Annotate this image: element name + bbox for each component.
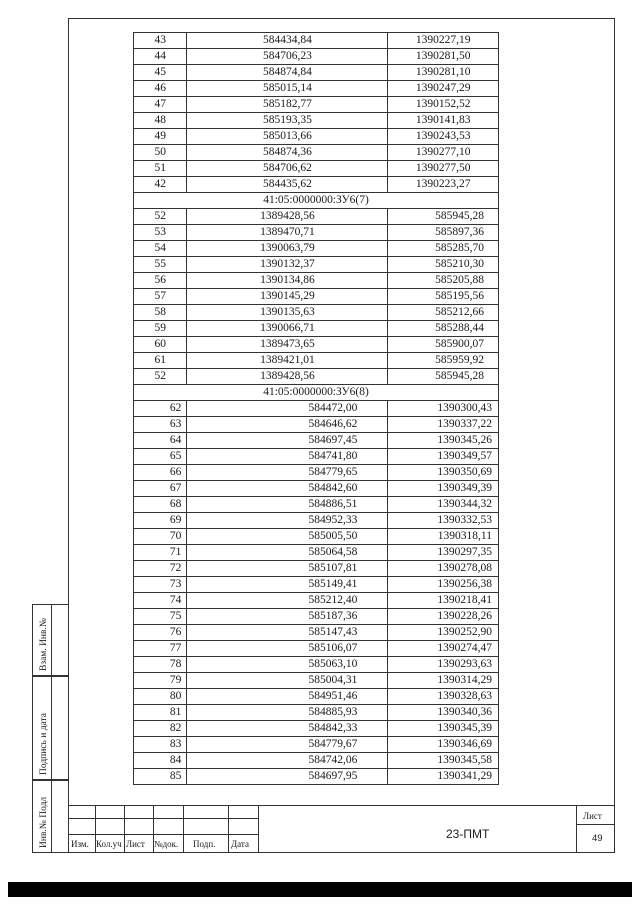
coordinate-2-cell: 1390345,39	[388, 721, 499, 737]
coordinate-2-cell: 1390340,36	[388, 705, 499, 721]
coordinates-table	[133, 32, 499, 785]
coordinate-2-cell: 1390278,08	[388, 561, 499, 577]
table-row	[134, 481, 499, 497]
table-row	[134, 129, 499, 145]
point-number-cell: 63	[134, 417, 187, 433]
coordinate-1-cell: 584874,84	[187, 65, 388, 81]
point-number-cell: 55	[134, 257, 187, 273]
coordinate-2-cell: 1390277,10	[388, 145, 499, 161]
coordinate-1-cell: 1390135,63	[187, 305, 388, 321]
coordinate-1-cell: 584886,51	[187, 497, 388, 513]
point-number-cell: 60	[134, 337, 187, 353]
coordinate-2-cell: 1390344,32	[388, 497, 499, 513]
coordinate-1-cell: 584885,93	[187, 705, 388, 721]
table-row	[134, 657, 499, 673]
coordinate-2-cell: 1390293,63	[388, 657, 499, 673]
coordinate-1-cell: 585212,40	[187, 593, 388, 609]
point-number-cell: 62	[134, 401, 187, 417]
coordinate-2-cell: 1390227,19	[388, 33, 499, 49]
point-number-cell: 53	[134, 225, 187, 241]
coordinate-2-cell: 1390318,11	[388, 529, 499, 545]
coordinate-1-cell: 584472,00	[187, 401, 388, 417]
coordinate-2-cell: 1390252,90	[388, 625, 499, 641]
caption-data: Дата	[231, 839, 249, 849]
coordinate-2-cell: 1390297,35	[388, 545, 499, 561]
coordinate-2-cell: 1390281,50	[388, 49, 499, 65]
point-number-cell: 50	[134, 145, 187, 161]
point-number-cell: 51	[134, 161, 187, 177]
coordinate-2-cell: 585205,88	[388, 273, 499, 289]
coordinate-1-cell: 584779,65	[187, 465, 388, 481]
table-row	[134, 689, 499, 705]
coordinate-2-cell: 585288,44	[388, 321, 499, 337]
side-label-sign-date: Подпись и дата	[39, 712, 49, 775]
sheet-label: Лист	[583, 811, 602, 821]
caption-ndok: №док.	[154, 839, 179, 849]
point-number-cell: 68	[134, 497, 187, 513]
point-number-cell: 76	[134, 625, 187, 641]
coordinate-1-cell: 585149,41	[187, 577, 388, 593]
coordinate-1-cell: 585015,14	[187, 81, 388, 97]
point-number-cell: 78	[134, 657, 187, 673]
coordinate-2-cell: 585285,70	[388, 241, 499, 257]
point-number-cell: 75	[134, 609, 187, 625]
coordinate-1-cell: 1390063,79	[187, 241, 388, 257]
point-number-cell: 65	[134, 449, 187, 465]
point-number-cell: 58	[134, 305, 187, 321]
coordinate-2-cell: 1390281,10	[388, 65, 499, 81]
point-number-cell: 69	[134, 513, 187, 529]
coordinate-1-cell: 584646,62	[187, 417, 388, 433]
table-row	[134, 497, 499, 513]
coordinate-1-cell: 585005,50	[187, 529, 388, 545]
coordinate-2-cell: 1390350,69	[388, 465, 499, 481]
table-row	[134, 641, 499, 657]
coordinate-1-cell: 585107,81	[187, 561, 388, 577]
point-number-cell: 45	[134, 65, 187, 81]
table-row	[134, 673, 499, 689]
side-label-inv-zam: Взам. Инв.№	[39, 618, 49, 671]
coordinate-1-cell: 584697,45	[187, 433, 388, 449]
table-row	[134, 65, 499, 81]
coordinate-2-cell: 1390314,29	[388, 673, 499, 689]
coordinate-1-cell: 584706,62	[187, 161, 388, 177]
coordinate-2-cell: 1390337,22	[388, 417, 499, 433]
point-number-cell: 54	[134, 241, 187, 257]
table-row	[134, 353, 499, 369]
coordinate-2-cell: 585195,56	[388, 289, 499, 305]
coordinate-2-cell: 1390277,50	[388, 161, 499, 177]
point-number-cell: 42	[134, 177, 187, 193]
table-row	[134, 449, 499, 465]
coordinate-1-cell: 584779,67	[187, 737, 388, 753]
table-row	[134, 577, 499, 593]
table-row	[134, 737, 499, 753]
coordinate-2-cell: 1390349,57	[388, 449, 499, 465]
coordinate-1-cell: 585004,31	[187, 673, 388, 689]
caption-kol-uch: Кол.уч	[96, 839, 122, 849]
side-label-inv-podl: Инв.№ Подл	[39, 796, 49, 848]
table-row	[134, 433, 499, 449]
coordinate-2-cell: 1390223,27	[388, 177, 499, 193]
table-row	[134, 561, 499, 577]
coordinate-1-cell: 585106,07	[187, 641, 388, 657]
coordinate-2-cell: 585210,30	[388, 257, 499, 273]
table-row	[134, 593, 499, 609]
coordinate-1-cell: 585013,66	[187, 129, 388, 145]
coordinate-2-cell: 585945,28	[388, 369, 499, 385]
side-stamp-inv-zam	[32, 604, 68, 676]
table-row	[134, 81, 499, 97]
table-row	[134, 753, 499, 769]
coordinate-1-cell: 585193,35	[187, 113, 388, 129]
point-number-cell: 80	[134, 689, 187, 705]
table-row	[134, 369, 499, 385]
side-stamp-inv-podl	[32, 780, 68, 853]
coordinate-1-cell: 1389470,71	[187, 225, 388, 241]
point-number-cell: 61	[134, 353, 187, 369]
table-row	[134, 177, 499, 193]
point-number-cell: 43	[134, 33, 187, 49]
point-number-cell: 46	[134, 81, 187, 97]
section-heading-row	[134, 385, 499, 401]
table-row	[134, 721, 499, 737]
point-number-cell: 57	[134, 289, 187, 305]
coordinate-2-cell: 1390341,29	[388, 769, 499, 785]
coordinate-1-cell: 584435,62	[187, 177, 388, 193]
table-row	[134, 225, 499, 241]
coordinate-2-cell: 585212,66	[388, 305, 499, 321]
caption-list: Лист	[126, 839, 145, 849]
coordinate-2-cell: 1390349,39	[388, 481, 499, 497]
table-row	[134, 273, 499, 289]
coordinate-1-cell: 585187,36	[187, 609, 388, 625]
table-row	[134, 321, 499, 337]
coordinate-1-cell: 584842,60	[187, 481, 388, 497]
point-number-cell: 77	[134, 641, 187, 657]
document-code: 23-ПМТ	[446, 827, 490, 841]
point-number-cell: 52	[134, 209, 187, 225]
point-number-cell: 83	[134, 737, 187, 753]
coordinate-1-cell: 1390066,71	[187, 321, 388, 337]
coordinate-2-cell: 1390346,69	[388, 737, 499, 753]
coordinate-2-cell: 1390274,47	[388, 641, 499, 657]
table-row	[134, 33, 499, 49]
coordinate-1-cell: 1389428,56	[187, 369, 388, 385]
coordinate-2-cell: 1390247,29	[388, 81, 499, 97]
table-row	[134, 513, 499, 529]
coordinate-1-cell: 584697,95	[187, 769, 388, 785]
table-row	[134, 305, 499, 321]
coordinate-2-cell: 1390345,26	[388, 433, 499, 449]
point-number-cell: 74	[134, 593, 187, 609]
table-row	[134, 161, 499, 177]
coordinate-2-cell: 585897,36	[388, 225, 499, 241]
table-row	[134, 97, 499, 113]
table-row	[134, 401, 499, 417]
point-number-cell: 85	[134, 769, 187, 785]
table-row	[134, 49, 499, 65]
section-heading-row	[134, 193, 499, 209]
coordinate-1-cell: 585182,77	[187, 97, 388, 113]
coordinate-1-cell: 1389473,65	[187, 337, 388, 353]
point-number-cell: 52	[134, 369, 187, 385]
coordinate-1-cell: 1390145,29	[187, 289, 388, 305]
coordinate-1-cell: 584952,33	[187, 513, 388, 529]
coordinate-1-cell: 1390134,86	[187, 273, 388, 289]
section-heading: 41:05:0000000:ЗУ6(8)	[134, 385, 499, 401]
table-row	[134, 609, 499, 625]
point-number-cell: 56	[134, 273, 187, 289]
coordinate-2-cell: 1390218,41	[388, 593, 499, 609]
coordinate-2-cell: 1390228,26	[388, 609, 499, 625]
coordinate-2-cell: 585900,07	[388, 337, 499, 353]
section-heading: 41:05:0000000:ЗУ6(7)	[134, 193, 499, 209]
point-number-cell: 81	[134, 705, 187, 721]
point-number-cell: 72	[134, 561, 187, 577]
coordinate-1-cell: 585147,43	[187, 625, 388, 641]
table-row	[134, 145, 499, 161]
coordinate-2-cell: 1390243,53	[388, 129, 499, 145]
point-number-cell: 71	[134, 545, 187, 561]
table-row	[134, 417, 499, 433]
point-number-cell: 79	[134, 673, 187, 689]
coordinate-1-cell: 585063,10	[187, 657, 388, 673]
coordinate-2-cell: 1390152,52	[388, 97, 499, 113]
coordinate-2-cell: 1390328,63	[388, 689, 499, 705]
point-number-cell: 66	[134, 465, 187, 481]
coordinate-2-cell: 585959,92	[388, 353, 499, 369]
table-row	[134, 769, 499, 785]
point-number-cell: 82	[134, 721, 187, 737]
point-number-cell: 44	[134, 49, 187, 65]
table-row	[134, 705, 499, 721]
point-number-cell: 73	[134, 577, 187, 593]
coordinate-1-cell: 584951,46	[187, 689, 388, 705]
coordinate-2-cell: 1390141,83	[388, 113, 499, 129]
point-number-cell: 59	[134, 321, 187, 337]
coordinate-2-cell: 1390256,38	[388, 577, 499, 593]
coordinate-2-cell: 1390332,53	[388, 513, 499, 529]
coordinate-2-cell: 1390300,43	[388, 401, 499, 417]
table-row	[134, 529, 499, 545]
point-number-cell: 47	[134, 97, 187, 113]
point-number-cell: 84	[134, 753, 187, 769]
coordinate-2-cell: 585945,28	[388, 209, 499, 225]
sheet-number: 49	[592, 833, 603, 844]
side-stamp-sign-date	[32, 676, 68, 780]
coordinate-1-cell: 584706,23	[187, 49, 388, 65]
caption-izm: Изм.	[71, 839, 89, 849]
coordinate-1-cell: 1390132,37	[187, 257, 388, 273]
point-number-cell: 48	[134, 113, 187, 129]
point-number-cell: 67	[134, 481, 187, 497]
coordinate-1-cell: 1389421,01	[187, 353, 388, 369]
table-row	[134, 209, 499, 225]
table-row	[134, 241, 499, 257]
table-row	[134, 625, 499, 641]
point-number-cell: 64	[134, 433, 187, 449]
coordinate-1-cell: 584741,80	[187, 449, 388, 465]
point-number-cell: 70	[134, 529, 187, 545]
coordinate-1-cell: 584742,06	[187, 753, 388, 769]
table-row	[134, 545, 499, 561]
caption-podp: Подп.	[193, 839, 216, 849]
title-block	[68, 805, 615, 853]
coordinate-1-cell: 585064,58	[187, 545, 388, 561]
table-row	[134, 113, 499, 129]
point-number-cell: 49	[134, 129, 187, 145]
scan-edge-bar	[8, 882, 632, 897]
coordinate-1-cell: 584874,36	[187, 145, 388, 161]
coordinate-1-cell: 584842,33	[187, 721, 388, 737]
coordinate-1-cell: 584434,84	[187, 33, 388, 49]
table-row	[134, 289, 499, 305]
table-row	[134, 465, 499, 481]
table-row	[134, 337, 499, 353]
coordinate-2-cell: 1390345,58	[388, 753, 499, 769]
coordinate-1-cell: 1389428,56	[187, 209, 388, 225]
table-row	[134, 257, 499, 273]
